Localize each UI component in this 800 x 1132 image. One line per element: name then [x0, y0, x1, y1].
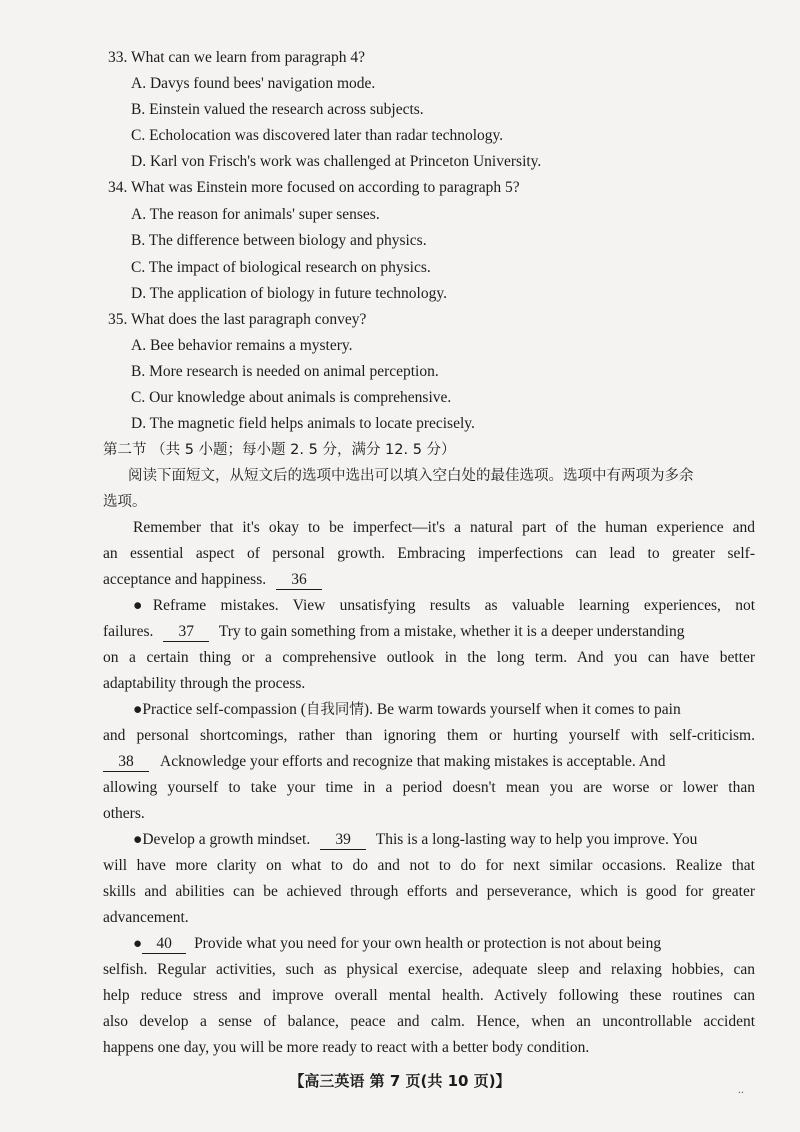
question-33-stem: 33. What can we learn from paragraph 4? — [108, 49, 366, 66]
passage-p3-line5: others. — [103, 805, 145, 822]
passage-p3-line3: 38 Acknowledge your efforts and recognize that making mistakes is acceptable. And — [103, 752, 755, 772]
passage-p3-line2: and personal shortcomings, rather than ignoring them or hurting yourself with self-criticism. — [103, 727, 755, 744]
blank-39: 39 — [320, 831, 366, 850]
passage-p5-line3: help reduce stress and improve overall mental health. Actively following these routines can — [103, 987, 755, 1004]
question-35-stem: 35. What does the last paragraph convey? — [108, 311, 367, 328]
bullet-icon: ● — [133, 936, 143, 952]
question-34-stem: 34. What was Einstein more focused on according to paragraph 5? — [108, 179, 520, 196]
passage-p5-line5: happens one day, you will be more ready to react with a better body condition. — [103, 1039, 590, 1056]
passage-p1-line3 — [103, 570, 755, 590]
passage-p4-line4: advancement. — [103, 909, 189, 926]
passage-p5-line1: ● 40 Provide what you need for your own health or protection is not about being — [133, 935, 662, 952]
question-33-option-d: D. Karl von Frisch's work was challenged at Princeton University. — [131, 153, 542, 170]
passage-p3-line4: allowing yourself to take your time in a period doesn't mean you are worse or lower than — [103, 779, 755, 796]
blank-38: 38 — [103, 753, 149, 772]
corner-mark: .. — [738, 1082, 744, 1096]
blank-36: 36 — [276, 571, 322, 590]
section-instruction-line2: 选项。 — [103, 494, 147, 510]
passage-p1-text: acceptance and happiness. — [103, 571, 267, 588]
question-35-option-b: B. More research is needed on animal perception. — [131, 363, 439, 380]
blank-40: 40 — [142, 935, 186, 954]
question-34-option-d: D. The application of biology in future technology. — [131, 285, 447, 302]
question-33-option-b: B. Einstein valued the research across subjects. — [131, 101, 424, 118]
question-34-option-a: A. The reason for animals' super senses. — [131, 206, 380, 223]
question-35-option-d: D. The magnetic field helps animals to locate precisely. — [131, 415, 475, 432]
passage-p2-line2: failures. 37 Try to gain something from a mistake, whether it is a deeper understanding — [103, 623, 685, 640]
page-footer: 【高三英语 第 7 页(共 10 页)】 — [289, 1072, 511, 1090]
question-34-option-b: B. The difference between biology and physics. — [131, 232, 427, 249]
passage-p4-line2: will have more clarity on what to do and not to do for next similar occasions. Realize that — [103, 857, 755, 874]
passage-p4-line1: ●Develop a growth mindset. 39 This is a long-lasting way to help you improve. You — [133, 831, 698, 848]
question-35-option-a: A. Bee behavior remains a mystery. — [131, 337, 353, 354]
question-33-option-a: A. Davys found bees' navigation mode. — [131, 75, 376, 92]
passage-p3-line1: ●Practice self-compassion (自我同情). Be warm towards yourself when it comes to pain — [133, 701, 681, 718]
question-34-option-c: C. The impact of biological research on physics. — [131, 259, 431, 276]
section-instruction-line1: 阅读下面短文，从短文后的选项中选出可以填入空白处的最佳选项。选项中有两项为多余 — [128, 468, 694, 484]
passage-p1-line1: Remember that it's okay to be imperfect—it's a natural part of the human experience and — [133, 519, 755, 536]
passage-p4-line3: skills and abilities can be achieved through efforts and perseverance, which is good for greater — [103, 883, 755, 900]
question-33-option-c: C. Echolocation was discovered later than radar technology. — [131, 127, 504, 144]
passage-p2-line3: on a certain thing or a comprehensive outlook in the long term. And you can have better — [103, 649, 755, 666]
passage-p5-line4: also develop a sense of balance, peace and calm. Hence, when an uncontrollable accident — [103, 1013, 755, 1030]
passage-p1-line2: an essential aspect of personal growth. Embracing imperfections can lead to greater self- — [103, 545, 755, 562]
section-heading: 第二节 （共 5 小题；每小题 2. 5 分，满分 12. 5 分） — [103, 442, 456, 458]
blank-37: 37 — [163, 623, 209, 642]
passage-p5-line2: selfish. Regular activities, such as physical exercise, adequate sleep and relaxing hobbies, can — [103, 961, 755, 978]
passage-p2-line1: ●Reframe mistakes. View unsatisfying results as valuable learning experiences, not — [133, 597, 755, 614]
passage-p2-line4: adaptability through the process. — [103, 675, 306, 692]
question-35-option-c: C. Our knowledge about animals is comprehensive. — [131, 389, 452, 406]
